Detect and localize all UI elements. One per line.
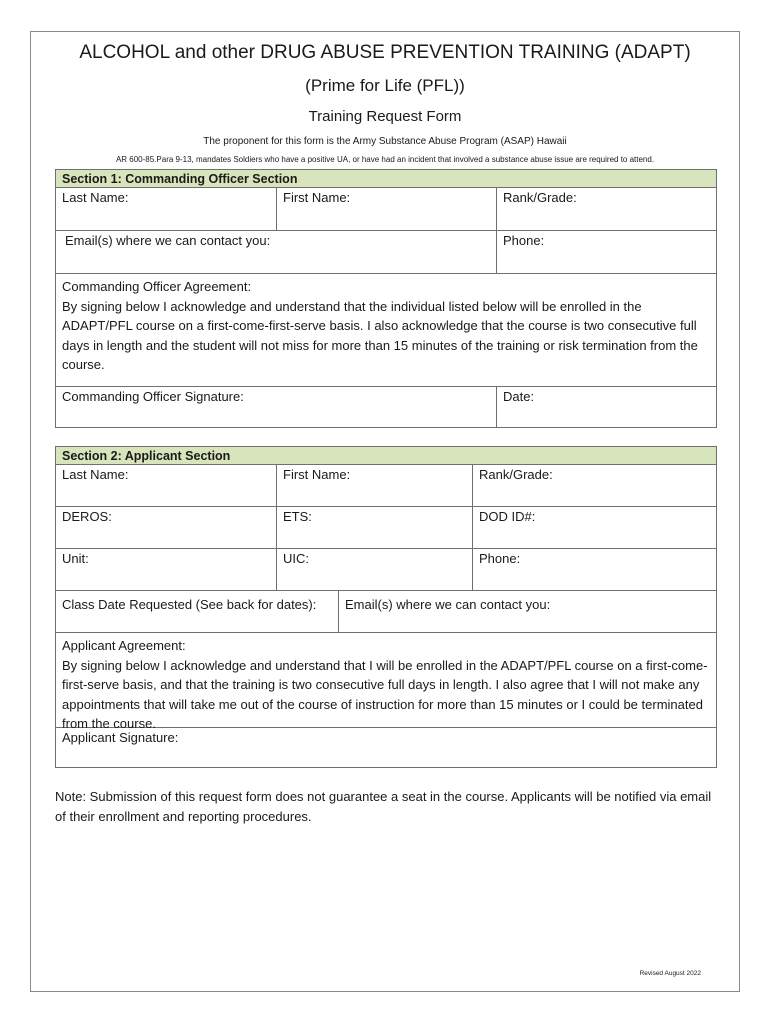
co-email-field[interactable]: Email(s) where we can contact you: [65,233,271,248]
commanding-officer-section [55,169,717,428]
applicant-section [55,446,717,768]
applicant-service-row [55,507,717,549]
applicant-last-name-field[interactable]: Last Name: [62,467,129,482]
class-date-field[interactable]: Class Date Requested (See back for dates): [62,597,317,612]
applicant-signature-field[interactable]: Applicant Signature: [62,730,179,745]
applicant-first-name-field[interactable]: First Name: [276,465,472,506]
applicant-unit-row [55,549,717,591]
revised-date: Revised August 2022 [639,970,701,977]
co-date-field[interactable]: Date: [496,387,716,427]
section1-heading: Section 1: Commanding Officer Section [55,169,717,188]
co-contact-row [55,231,717,274]
applicant-class-row [55,591,717,633]
ets-field[interactable]: ETS: [276,507,472,548]
applicant-agreement [55,633,717,731]
form-page [30,31,740,992]
applicant-signature-row [55,728,717,768]
co-signature-row [55,387,717,428]
applicant-agreement-title: Applicant Agreement: [62,638,186,653]
applicant-name-row [55,465,717,507]
form-subtitle: (Prime for Life (PFL)) [305,76,465,95]
co-agreement-text: By signing below I acknowledge and understand that the individual listed below will be enrolled in the ADAPT/PFL course on a first-come-first-serve basis. I also acknowledge that the course is two consecutive full days in length and the student will not miss for more than 15 minutes of the training or risk termination from the course. [62,298,698,372]
submission-note: Note: Submission of this request form does not guarantee a seat in the course. Applicants will be notified via email of their enrollment and reporting procedures. [55,789,712,824]
deros-field[interactable]: DEROS: [62,509,112,524]
applicant-phone-field[interactable]: Phone: [472,549,716,590]
applicant-email-field[interactable]: Email(s) where we can contact you: [338,591,716,632]
co-agreement-title: Commanding Officer Agreement: [62,279,252,294]
co-name-row [55,188,717,231]
proponent-text: The proponent for this form is the Army Substance Abuse Program (ASAP) Hawaii [203,136,567,147]
applicant-rank-field[interactable]: Rank/Grade: [472,465,716,506]
section2-heading: Section 2: Applicant Section [55,446,717,465]
co-phone-field[interactable]: Phone: [496,231,716,273]
co-first-name-field[interactable]: First Name: [276,188,496,230]
regulation-text: AR 600-85.Para 9-13, mandates Soldiers who have a positive UA, or have had an incident that involved a substance abuse issue are required to attend. [115,155,655,164]
applicant-agreement-text: By signing below I acknowledge and understand that I will be enrolled in the ADAPT/PFL course on a first-come-first-serve basis, and that the training is two consecutive full days in length. I also agree that I will not make any appointments that will take me out of the course of instruction for more than 15 minutes or I could be terminated from the course. [62,657,708,731]
form-name: Training Request Form [308,108,462,125]
co-last-name-field[interactable]: Last Name: [62,190,129,205]
dod-id-field[interactable]: DOD ID#: [472,507,716,548]
co-rank-field[interactable]: Rank/Grade: [496,188,716,230]
co-agreement [55,274,717,387]
unit-field[interactable]: Unit: [62,551,89,566]
uic-field[interactable]: UIC: [276,549,472,590]
co-signature-field[interactable]: Commanding Officer Signature: [62,389,244,404]
form-title: ALCOHOL and other DRUG ABUSE PREVENTION TRAINING (ADAPT) [79,42,691,63]
